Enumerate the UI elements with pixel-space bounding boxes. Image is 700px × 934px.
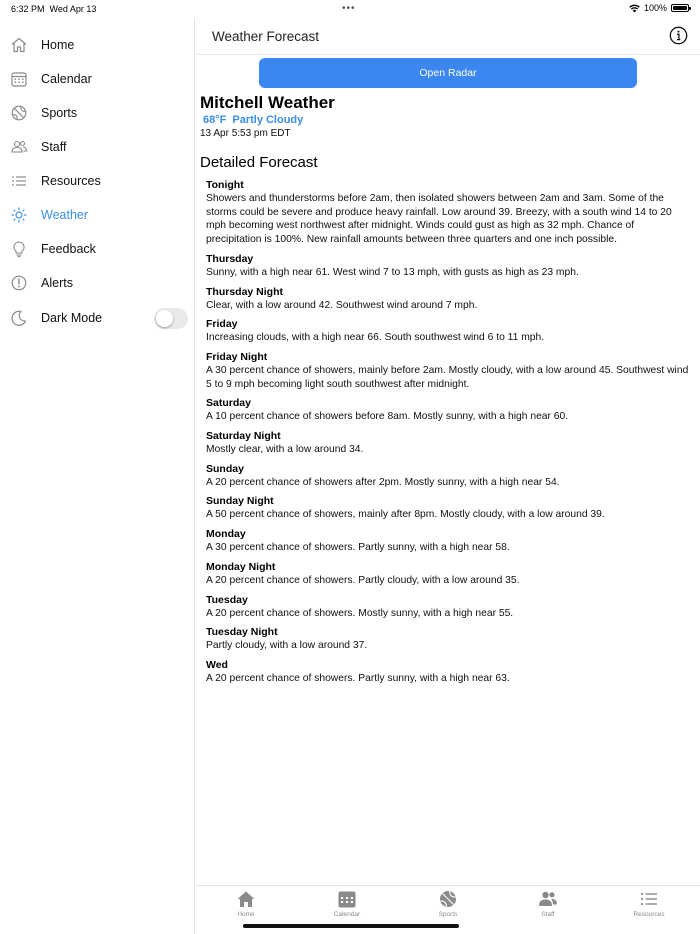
tab-sports[interactable] (418, 890, 478, 926)
sidebar-item-label: Weather (41, 208, 89, 222)
period-name: Thursday (206, 252, 254, 265)
period-description: A 30 percent chance of showers, mainly before 2am. Mostly cloudy, with a low around 45. Southwest wind 5 to 9 mph becoming light south southwest after midnight. (206, 364, 689, 390)
period-description: A 20 percent chance of showers. Mostly sunny, with a high near 55. (206, 607, 514, 619)
sidebar-item-label: Sports (41, 106, 78, 120)
status-bar (0, 0, 700, 18)
sidebar (0, 18, 195, 934)
sidebar-item-label: Resources (41, 174, 101, 188)
house-fill-icon (236, 890, 256, 908)
period-description: Mostly clear, with a low around 34. (206, 444, 364, 456)
sidebar-item-weather[interactable] (0, 200, 195, 230)
period-name: Monday Night (206, 560, 276, 573)
period-name: Friday (206, 318, 238, 331)
period-description: A 20 percent chance of showers. Partly cloudy, with a low around 35. (206, 574, 520, 586)
tab-label: Staff (541, 911, 555, 918)
period-name: Monday (206, 528, 246, 541)
tab-staff[interactable] (518, 890, 578, 926)
sidebar-item-label: Staff (41, 140, 67, 154)
tab-resources[interactable] (619, 890, 679, 926)
sun-icon (10, 206, 28, 224)
forecast-period (206, 495, 690, 522)
period-name: Tuesday (206, 593, 248, 606)
period-description: Increasing clouds, with a high near 66. South southwest wind 6 to 11 mph. (206, 332, 545, 344)
location-title: Mitchell Weather (200, 93, 335, 112)
sidebar-item-label: Home (41, 38, 75, 52)
list-icon (639, 890, 659, 908)
forecast-period (206, 659, 690, 686)
multitask-dots[interactable]: ••• (342, 3, 356, 14)
period-name: Thursday Night (206, 285, 284, 298)
period-description: Clear, with a low around 42. Southwest wind around 7 mph. (206, 299, 478, 311)
period-name: Wed (206, 658, 228, 671)
status-right (629, 3, 689, 13)
period-name: Tuesday Night (206, 626, 278, 639)
period-name: Friday Night (206, 350, 268, 363)
sidebar-item-label: Calendar (41, 72, 92, 86)
forecast-period (206, 351, 690, 391)
forecast-period (206, 594, 690, 621)
tab-label: Home (237, 911, 255, 918)
sidebar-item-sports[interactable] (0, 98, 195, 128)
forecast-period (206, 253, 690, 280)
lightbulb-icon (10, 240, 28, 258)
sports-ball-icon (10, 104, 28, 122)
current-conditions (203, 114, 303, 126)
wifi-icon (629, 4, 640, 13)
sidebar-item-home[interactable] (0, 30, 195, 60)
tab-label: Calendar (333, 911, 361, 918)
dark-mode-toggle[interactable] (154, 308, 188, 329)
tab-label: Sports (438, 911, 458, 918)
period-description: Showers and thunderstorms before 2am, then isolated showers between 2am and 3am. Some of the storms could be severe and produce heavy rainfall. Low around 39. Breezy, with a south wind 14 to 20 mph becoming west northwest after midnight. Winds could gust as high as 32 mph. Chance of precipitation is 100%. New rainfall amounts between three quarters and one inch possible. (206, 193, 672, 246)
sidebar-item-label: Dark Mode (41, 311, 103, 325)
period-description: Sunny, with a high near 61. West wind 7 to 13 mph, with gusts as high as 23 mph. (206, 266, 579, 278)
current-conditions-text: Partly Cloudy (232, 114, 304, 126)
period-name: Sunday Night (206, 495, 274, 508)
forecast-heading: Detailed Forecast (200, 154, 318, 171)
main-content (196, 18, 700, 934)
moon-icon (10, 309, 28, 327)
forecast-period (206, 463, 690, 490)
open-radar-button[interactable]: Open Radar (259, 58, 637, 88)
calendar-icon (10, 70, 28, 88)
staff-fill-icon (538, 890, 558, 908)
status-time: 6:32 PM Wed Apr 13 (11, 4, 97, 14)
home-indicator[interactable] (243, 924, 459, 928)
forecast-period (206, 528, 690, 555)
page-title: Weather Forecast (212, 29, 320, 44)
toggle-knob (156, 310, 173, 327)
period-name: Saturday Night (206, 430, 281, 443)
period-description: A 20 percent chance of showers after 2pm. Mostly sunny, with a high near 54. (206, 476, 560, 488)
alert-icon (10, 274, 28, 292)
period-description: A 30 percent chance of showers. Partly sunny, with a high near 58. (206, 542, 510, 554)
sidebar-item-dark-mode (0, 303, 195, 333)
period-description: A 20 percent chance of showers. Partly sunny, with a high near 63. (206, 672, 510, 684)
battery-icon (671, 4, 689, 12)
period-description: Partly cloudy, with a low around 37. (206, 640, 368, 652)
forecast-period (206, 286, 690, 313)
sidebar-item-feedback[interactable] (0, 234, 195, 264)
period-name: Saturday (206, 397, 251, 410)
forecast-period (206, 179, 690, 247)
current-temperature: 68°F (203, 114, 227, 126)
sports-ball-fill-icon (438, 890, 458, 908)
sidebar-item-resources[interactable] (0, 166, 195, 196)
period-name: Tonight (206, 179, 244, 191)
updated-timestamp: 13 Apr 5:53 pm EDT (200, 128, 291, 139)
battery-percent: 100% (643, 3, 667, 13)
house-icon (10, 36, 28, 54)
tab-calendar[interactable] (317, 890, 377, 926)
sidebar-item-label: Feedback (41, 242, 96, 256)
period-name: Sunday (206, 462, 244, 475)
sidebar-item-staff[interactable] (0, 132, 195, 162)
forecast-period (206, 318, 690, 345)
forecast-period (206, 397, 690, 424)
staff-icon (10, 138, 28, 156)
navigation-bar (196, 18, 700, 55)
calendar-fill-icon (337, 890, 357, 908)
forecast-list (206, 179, 690, 692)
forecast-period (206, 561, 690, 588)
sidebar-item-label: Alerts (41, 276, 73, 290)
sidebar-item-alerts[interactable] (0, 268, 195, 298)
list-icon (10, 172, 28, 190)
info-icon[interactable] (669, 26, 688, 45)
tab-home[interactable] (216, 890, 276, 926)
period-description: A 10 percent chance of showers before 8am. Mostly sunny, with a high near 60. (206, 411, 569, 423)
sidebar-item-calendar[interactable] (0, 64, 195, 94)
tab-label: Resources (633, 911, 665, 918)
forecast-period (206, 430, 690, 457)
forecast-period (206, 626, 690, 653)
period-description: A 50 percent chance of showers, mainly after 8pm. Mostly cloudy, with a low around 39. (206, 509, 605, 521)
